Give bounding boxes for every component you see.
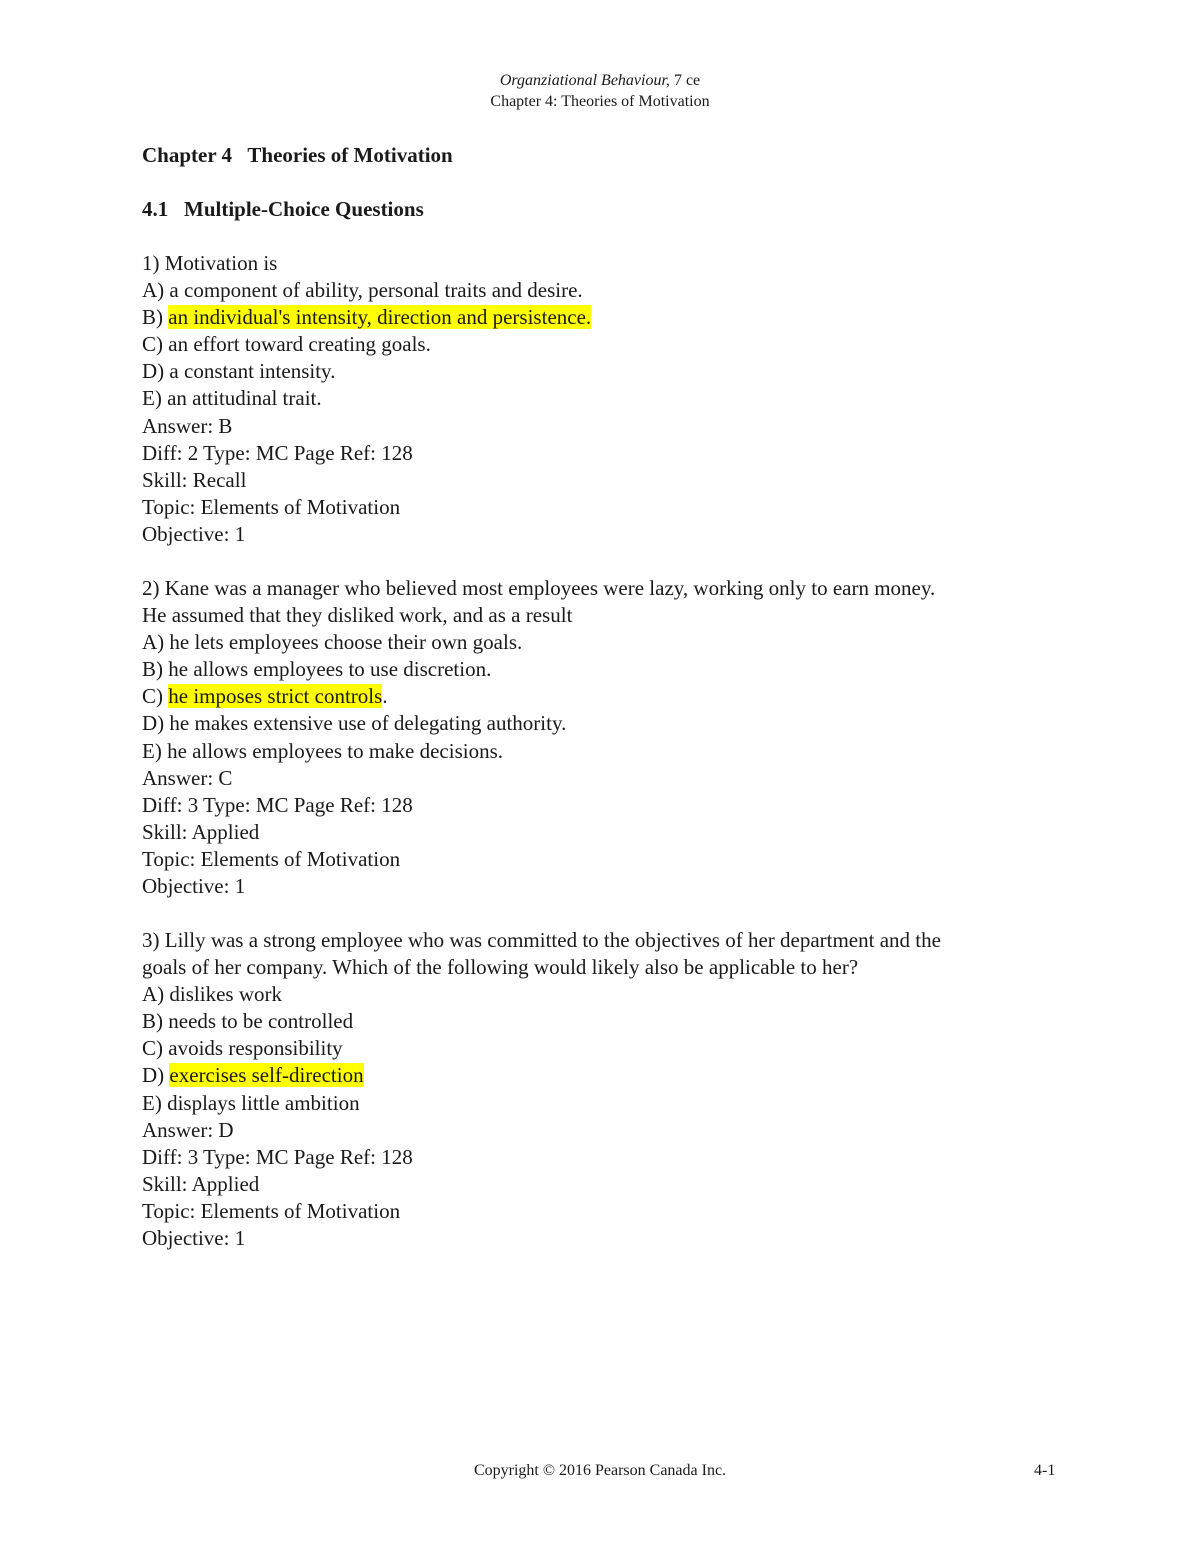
chapter-title: Chapter 4 Theories of Motivation [142, 143, 453, 167]
question-stem: He assumed that they disliked work, and as a result [142, 603, 573, 628]
topic-line: Topic: Elements of Motivation [142, 1198, 401, 1223]
skill-line: Skill: Applied [142, 1171, 260, 1196]
copyright-notice: Copyright © 2016 Pearson Canada Inc. [473, 1462, 727, 1479]
objective-line: Objective: 1 [142, 1226, 246, 1251]
option-a: A) he lets employees choose their own goals. [142, 630, 523, 655]
topic-line: Topic: Elements of Motivation [142, 494, 401, 519]
topic-line: Topic: Elements of Motivation [142, 846, 401, 871]
question-stem: 3) Lilly was a strong employee who was committed to the objectives of her department and the [142, 928, 941, 952]
section-title: 4.1 Multiple-Choice Questions [142, 197, 424, 221]
header-book-line [0, 70, 1200, 91]
option-b: B) needs to be controlled [142, 1009, 354, 1034]
difficulty-line: Diff: 3 Type: MC Page Ref: 128 [142, 792, 413, 817]
question-stem: 1) Motivation is [142, 251, 278, 275]
header-chapter-line: Chapter 4: Theories of Motivation [490, 93, 710, 110]
question-stem: 2) Kane was a manager who believed most employees were lazy, working only to earn money. [142, 576, 936, 600]
question-2 [142, 575, 1062, 900]
difficulty-line: Diff: 3 Type: MC Page Ref: 128 [142, 1144, 413, 1169]
question-3 [142, 927, 1062, 1252]
option-d: D) a constant intensity. [142, 359, 336, 384]
option-d: D) he makes extensive use of delegating authority. [142, 711, 567, 736]
option-d: D) exercises self-direction [142, 1063, 364, 1088]
option-e: E) displays little ambition [142, 1090, 360, 1115]
edition: 7 ce [673, 72, 701, 89]
question-1 [142, 250, 1062, 548]
skill-line: Skill: Recall [142, 467, 247, 492]
option-c: C) he imposes strict controls. [142, 684, 388, 709]
page-header [0, 70, 1200, 112]
objective-line: Objective: 1 [142, 874, 246, 899]
answer-highlight: an individual's intensity, direction and persistence. [168, 305, 592, 330]
answer-line: Answer: B [142, 413, 233, 438]
option-c: C) an effort toward creating goals. [142, 332, 431, 357]
option-e: E) an attitudinal trait. [142, 386, 322, 411]
answer-highlight: he imposes strict controls [168, 684, 383, 709]
question-stem: goals of her company. Which of the following would likely also be applicable to her? [142, 955, 859, 980]
objective-line: Objective: 1 [142, 521, 246, 546]
answer-line: Answer: C [142, 765, 233, 790]
page-number: 4-1 [1034, 1462, 1056, 1479]
option-a: A) dislikes work [142, 982, 282, 1007]
difficulty-line: Diff: 2 Type: MC Page Ref: 128 [142, 440, 413, 465]
option-e: E) he allows employees to make decisions. [142, 738, 503, 763]
option-a: A) a component of ability, personal traits and desire. [142, 278, 583, 303]
skill-line: Skill: Applied [142, 819, 260, 844]
book-title: Organziational Behaviour, [499, 72, 670, 89]
option-c: C) avoids responsibility [142, 1036, 343, 1061]
answer-highlight: exercises self-direction [169, 1063, 364, 1088]
option-b: B) he allows employees to use discretion. [142, 657, 492, 682]
answer-line: Answer: D [142, 1117, 234, 1142]
option-b: B) an individual's intensity, direction and persistence. [142, 305, 592, 330]
